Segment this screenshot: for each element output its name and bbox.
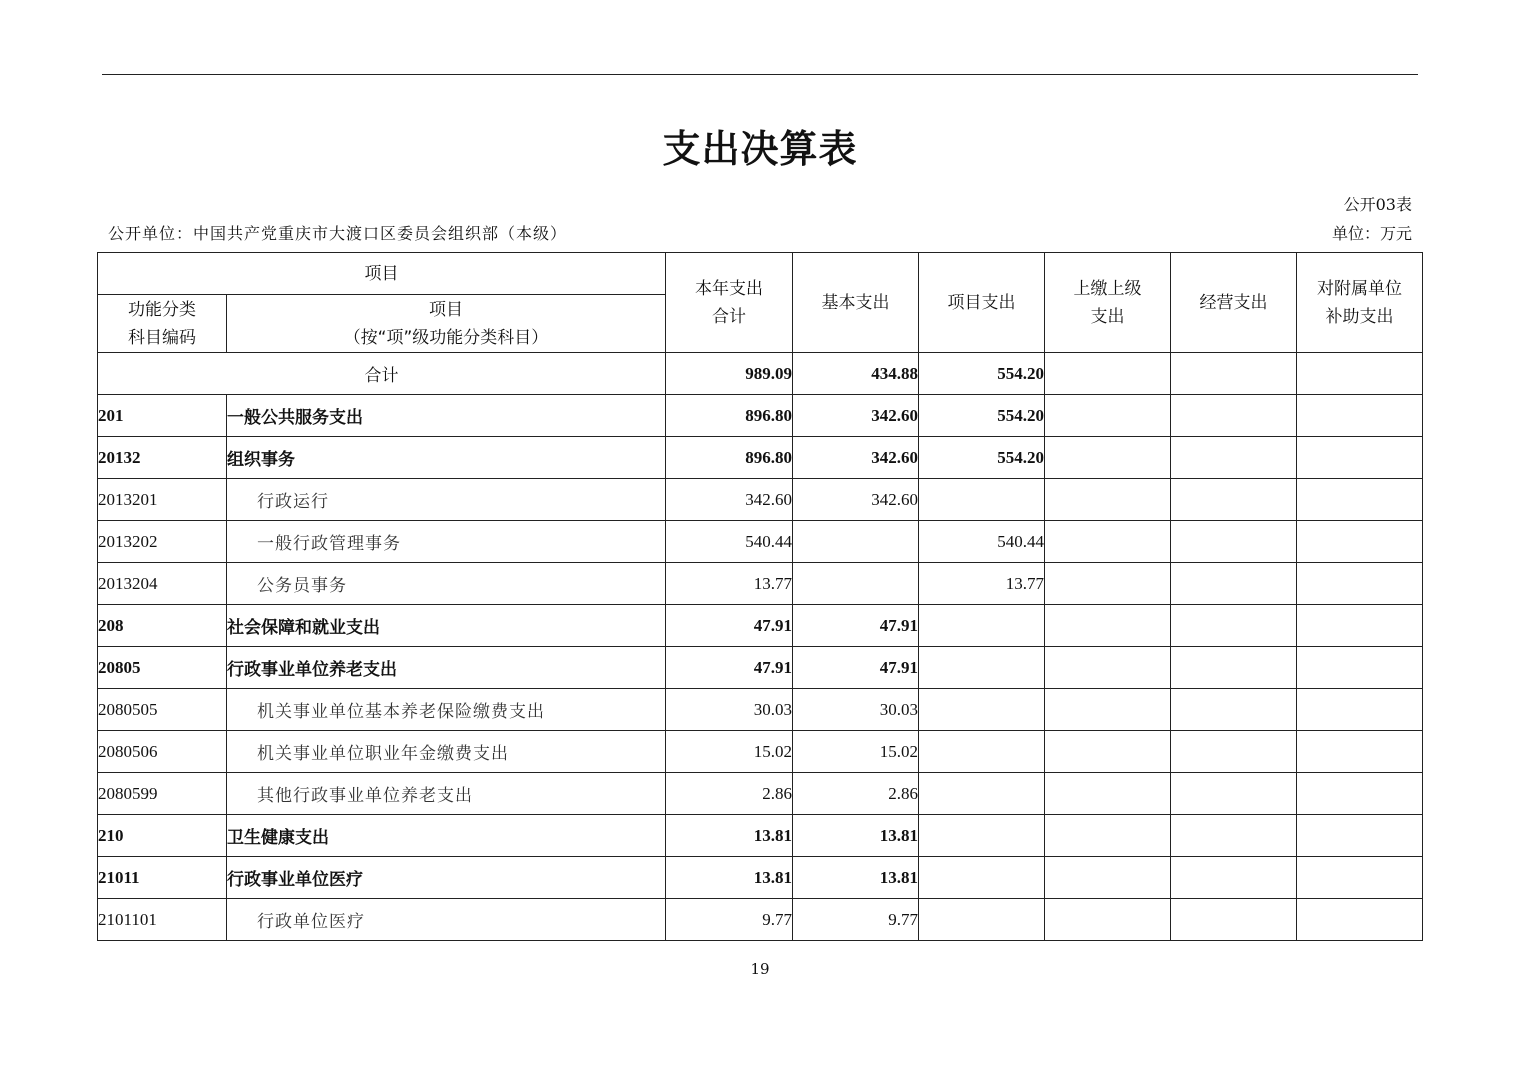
page-title: 支出决算表: [662, 127, 858, 171]
empty-cell: [1297, 857, 1423, 899]
row-project: [919, 815, 1045, 857]
total-row: [98, 353, 1423, 395]
page-number: 19: [750, 960, 770, 978]
table-row: [98, 395, 1423, 437]
row-name: 公务员事务: [227, 563, 666, 605]
empty-cell: [1171, 815, 1297, 857]
row-project: [919, 647, 1045, 689]
row-total: 30.03: [666, 689, 793, 731]
empty-cell: [1297, 563, 1423, 605]
row-basic: 13.81: [793, 815, 919, 857]
row-code: 21011: [98, 857, 227, 899]
empty-cell: [1045, 479, 1171, 521]
row-project: [919, 773, 1045, 815]
row-code: 2080599: [98, 773, 227, 815]
total-label: 合计: [98, 353, 666, 395]
empty-cell: [1045, 899, 1171, 941]
row-total: 47.91: [666, 605, 793, 647]
row-total: 2.86: [666, 773, 793, 815]
empty-cell: [1297, 479, 1423, 521]
empty-cell: [1297, 395, 1423, 437]
empty-cell: [1045, 395, 1171, 437]
row-code: 2080505: [98, 689, 227, 731]
row-basic: [793, 563, 919, 605]
row-name: 组织事务: [227, 437, 666, 479]
empty-cell: [1045, 689, 1171, 731]
empty-cell: [1045, 731, 1171, 773]
row-name: 卫生健康支出: [227, 815, 666, 857]
header-basic: 基本支出: [793, 253, 919, 353]
row-total: 47.91: [666, 647, 793, 689]
row-code: 2101101: [98, 899, 227, 941]
empty-cell: [1297, 815, 1423, 857]
row-name: 一般行政管理事务: [227, 521, 666, 563]
row-total: 13.81: [666, 857, 793, 899]
header-total: 本年支出 合计: [666, 253, 793, 353]
row-project: [919, 479, 1045, 521]
form-number: 公开03表: [1343, 195, 1412, 214]
top-rule: [102, 74, 1418, 75]
header-superior: 上缴上级 支出: [1045, 253, 1171, 353]
row-basic: 15.02: [793, 731, 919, 773]
empty-cell: [1171, 437, 1297, 479]
row-project: [919, 731, 1045, 773]
row-total: 15.02: [666, 731, 793, 773]
row-project: [919, 689, 1045, 731]
row-name: 行政事业单位养老支出: [227, 647, 666, 689]
empty-cell: [1045, 521, 1171, 563]
row-code: 2080506: [98, 731, 227, 773]
row-project: 554.20: [919, 437, 1045, 479]
row-total: 896.80: [666, 437, 793, 479]
empty-cell: [1171, 605, 1297, 647]
empty-cell: [1297, 689, 1423, 731]
row-name: 社会保障和就业支出: [227, 605, 666, 647]
row-project: [919, 899, 1045, 941]
row-basic: 342.60: [793, 437, 919, 479]
row-code: 20132: [98, 437, 227, 479]
empty-cell: [1297, 353, 1423, 395]
row-name: 行政事业单位医疗: [227, 857, 666, 899]
empty-cell: [1171, 521, 1297, 563]
row-project: 554.20: [919, 395, 1045, 437]
reporting-unit: 公开单位：中国共产党重庆市大渡口区委员会组织部（本级）: [108, 224, 568, 243]
empty-cell: [1297, 521, 1423, 563]
row-name: 机关事业单位职业年金缴费支出: [227, 731, 666, 773]
empty-cell: [1045, 563, 1171, 605]
total-row-total: 989.09: [666, 353, 793, 395]
empty-cell: [1297, 437, 1423, 479]
row-total: 896.80: [666, 395, 793, 437]
table-row: [98, 815, 1423, 857]
row-code: 210: [98, 815, 227, 857]
empty-cell: [1171, 731, 1297, 773]
table-row: [98, 899, 1423, 941]
empty-cell: [1171, 353, 1297, 395]
empty-cell: [1045, 857, 1171, 899]
row-project: 13.77: [919, 563, 1045, 605]
empty-cell: [1297, 647, 1423, 689]
row-total: 540.44: [666, 521, 793, 563]
row-code: 2013204: [98, 563, 227, 605]
row-basic: 342.60: [793, 395, 919, 437]
empty-cell: [1045, 815, 1171, 857]
row-basic: 342.60: [793, 479, 919, 521]
row-basic: 13.81: [793, 857, 919, 899]
row-total: 13.77: [666, 563, 793, 605]
table-row: [98, 689, 1423, 731]
row-basic: 2.86: [793, 773, 919, 815]
row-name: 一般公共服务支出: [227, 395, 666, 437]
table-row: [98, 773, 1423, 815]
header-row-1: [98, 253, 1423, 295]
row-code: 20805: [98, 647, 227, 689]
table-row: [98, 857, 1423, 899]
header-subsidy: 对附属单位 补助支出: [1297, 253, 1423, 353]
row-code: 208: [98, 605, 227, 647]
row-total: 342.60: [666, 479, 793, 521]
empty-cell: [1297, 899, 1423, 941]
header-project-group: 项目: [98, 253, 666, 295]
empty-cell: [1171, 563, 1297, 605]
empty-cell: [1171, 899, 1297, 941]
header-project: 项目支出: [919, 253, 1045, 353]
table-row: [98, 437, 1423, 479]
total-row-basic: 434.88: [793, 353, 919, 395]
table-row: [98, 605, 1423, 647]
header-business: 经营支出: [1171, 253, 1297, 353]
empty-cell: [1297, 605, 1423, 647]
table-row: [98, 647, 1423, 689]
row-code: 2013202: [98, 521, 227, 563]
row-name: 其他行政事业单位养老支出: [227, 773, 666, 815]
empty-cell: [1297, 773, 1423, 815]
row-code: 201: [98, 395, 227, 437]
row-project: [919, 857, 1045, 899]
empty-cell: [1297, 731, 1423, 773]
table-row: [98, 731, 1423, 773]
header-name: 项目 （按“项”级功能分类科目）: [227, 295, 666, 353]
row-total: 13.81: [666, 815, 793, 857]
total-row-project: 554.20: [919, 353, 1045, 395]
row-basic: 47.91: [793, 647, 919, 689]
row-code: 2013201: [98, 479, 227, 521]
table-row: [98, 521, 1423, 563]
row-basic: [793, 521, 919, 563]
row-basic: 47.91: [793, 605, 919, 647]
currency-unit: 单位：万元: [1331, 224, 1412, 243]
empty-cell: [1045, 773, 1171, 815]
empty-cell: [1045, 647, 1171, 689]
empty-cell: [1171, 395, 1297, 437]
empty-cell: [1171, 479, 1297, 521]
empty-cell: [1171, 689, 1297, 731]
row-project: [919, 605, 1045, 647]
row-name: 机关事业单位基本养老保险缴费支出: [227, 689, 666, 731]
expenditure-table: [97, 252, 1423, 941]
empty-cell: [1171, 857, 1297, 899]
table-row: [98, 479, 1423, 521]
row-name: 行政运行: [227, 479, 666, 521]
empty-cell: [1045, 605, 1171, 647]
row-name: 行政单位医疗: [227, 899, 666, 941]
row-total: 9.77: [666, 899, 793, 941]
row-basic: 30.03: [793, 689, 919, 731]
row-project: 540.44: [919, 521, 1045, 563]
table-row: [98, 563, 1423, 605]
empty-cell: [1045, 437, 1171, 479]
empty-cell: [1171, 773, 1297, 815]
row-basic: 9.77: [793, 899, 919, 941]
empty-cell: [1171, 647, 1297, 689]
header-code: 功能分类 科目编码: [98, 295, 227, 353]
empty-cell: [1045, 353, 1171, 395]
